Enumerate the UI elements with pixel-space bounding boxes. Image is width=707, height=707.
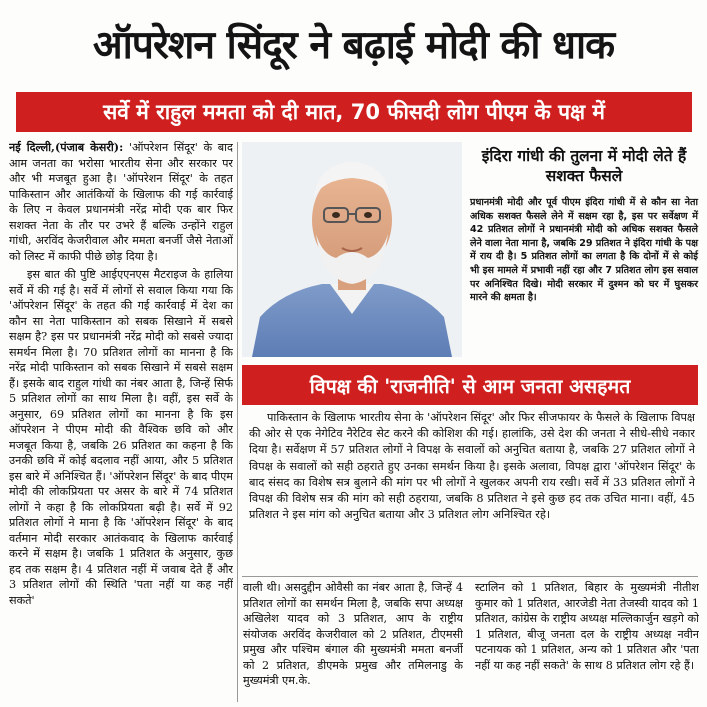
col2-para: वाली थी। असदुद्दीन ओवैसी का नंबर आता है, जिन्हें 4 प्रतिशत लोगों का समर्थन मिला है, जबकि सपा अध्यक्ष अखिलेश यादव को 3 प्रतिशत, आप के राष्ट्रीय संयोजक अरविंद केजरीवाल को 2 प्रतिशत, टीएमसी प्रमुख और पश्चिम बंगाल की मुख्यमंत्री ममता बनर्जी को 2 प्रतिशत, डीएमके प्रमुख और तमिलनाडु के मुख्यमंत्री एम.के. [243,581,463,687]
bottom-column-3 [475,580,699,705]
dateline: नई दिल्ली,(पंजाब केसरी): [9,140,124,154]
section-bar [242,365,698,405]
col3-para: स्टालिन को 1 प्रतिशत, बिहार के मुख्यमंत्री नीतीश कुमार को 1 प्रतिशत, आरजेडी नेता तेजस्वी यादव को 1 प्रतिशत, कांग्रेस के राष्ट्रीय अध्यक्ष मल्लिकार्जुन खड़गे को 1 प्रतिशत, बीजू जनता दल के राष्ट्रीय अध्यक्ष नवीन पटनायक को 1 प्रतिशत, अन्य को 1 प्रतिशत और 'पता नहीं या कह नहीं सकते' के साथ 8 प्रतिशत लोग रहे हैं। [475,581,699,672]
middle-text-block [249,410,695,573]
sidebox-indira-comparison [470,142,698,352]
left-para-1-text: 'ऑपरेशन सिंदूर' के बाद आम जनता का भरोसा भारतीय सेना और सरकार पर और भी मजबूत हुआ है। 'ऑपरेशन सिंदूर' के तहत पाकिस्तान और आतंकियों के खिलाफ की गई कार्रवाई के लिए न केवल प्रधानमंत्री नरेंद्र मोदी एक बार फिर सशक्त नेता के तौर पर उभरे हैं बल्कि उन्होंने राहुल गांधी, अरविंद केजरीवाल और ममता बनर्जी जैसे नेताओं को लिस्ट में काफी पीछे छोड़ दिया है। [9,141,233,263]
bottom-column-2 [243,580,463,705]
left-para-1 [9,140,233,264]
sidebox-heading: इंदिरा गांधी की तुलना में मोदी लेते हैं सशक्त फैसले [481,147,687,185]
subheadline-text: सर्वे में राहुल ममता को दी मात, 70 फीसदी लोग पीएम के पक्ष में [103,100,605,124]
section-bar-text: विपक्ष की 'राजनीति' से आम जनता असहमत [309,374,631,398]
left-column [9,140,233,703]
left-para-2: इस बात की पुष्टि आईएएनएस मैटराइज के हालिया सर्वे में की गई है। सर्वे में लोगों से सवाल किया गया कि 'ऑपरेशन सिंदूर' के तहत की गई कार्रवाई में देश का कौन सा नेता पाकिस्तान को सबक सिखाने में सबसे सक्षम है? इस पर प्रधानमंत्री नरेंद्र मोदी को सबसे ज्यादा समर्थन मिला है। 70 प्रतिशत लोगों का मानना है कि नरेंद्र मोदी पाकिस्तान को सबक सिखाने में सबसे सक्षम हैं। इसके बाद राहुल गांधी का नंबर आता है, जिन्हें सिर्फ 5 प्रतिशत लोगों का साथ मिला है। वहीं, इस सर्वे के अनुसार, 69 प्रतिशत लोगों का मानना है कि इस ऑपरेशन ने पीएम मोदी की वैश्विक छवि को और मजबूत किया है, जबकि 26 प्रतिशत का कहना है कि उनकी छवि में कोई बदलाव नहीं आया, और 5 प्रतिशत इस बारे में अनिश्चित हैं। 'ऑपरेशन सिंदूर' के बाद पीएम मोदी की लोकप्रियता पर असर के बारे में 74 प्रतिशत लोगों ने कहा है कि लोकप्रियता बढ़ी है। सर्वे में 92 प्रतिशत लोगों ने माना है कि 'ऑपरेशन सिंदूर' के बाद वर्तमान मोदी सरकार आतंकवाद के खिलाफ कार्रवाई करने में सक्षम है। जबकि 1 प्रतिशत के अनुसार, कुछ हद तक सक्षम है। 4 प्रतिशत नहीं में जवाब देते हैं और 3 प्रतिशत लोगों की स्थिति 'पता नहीं या कह नहीं सकते' [9,268,233,607]
subheadline-bar [16,92,692,132]
main-headline: ऑपरेशन सिंदूर ने बढ़ाई मोदी की धाक [92,22,615,68]
sidebox-text: प्रधानमंत्री मोदी और पूर्व पीएम इंदिरा गांधी में से कौन सा नेता अधिक सशक्त फैसले लेने में सक्षम रहा है, इस पर सर्वेक्षण में 42 प्रतिशत लोगों ने प्रधानमंत्री मोदी को अधिक सशक्त फैसले लेने वाला नेता माना है, जबकि 29 प्रतिशत ने इंदिरा गांधी के पक्ष में राय दी है। 5 प्रतिशत लोगों का लगता है कि दोनों में से कोई भी इस मामले में प्रभावी नहीं रहा और 7 प्रतिशत लोग इस सवाल पर अनिश्चित दिखे। मोदी सरकार में दुश्मन को घर में घुसकर मारने की क्षमता है। [470,197,698,304]
bottom-divider [242,576,698,577]
column-divider [237,142,238,702]
middle-para: पाकिस्तान के खिलाफ भारतीय सेना के 'ऑपरेशन सिंदूर' और फिर सीजफायर के फैसले के खिलाफ विपक्ष की ओर से एक नेगेटिव नैरेटिव सेट करने की कोशिश की गई। हालांकि, उसे देश की जनता ने सीधे-सीधे नकार दिया है। सर्वेक्षण में 57 प्रतिशत लोगों ने विपक्ष के सवालों को अनुचित बताया है, जबकि 27 प्रतिशत लोगों ने विपक्ष के सवालों को सही ठहराते हुए उनका समर्थन किया है। इसके अलावा, विपक्ष द्वारा 'ऑपरेशन सिंदूर' के बाद संसद का विशेष सत्र बुलाने की मांग पर भी लोगों ने खुलकर अपनी राय रखी। सर्वे में 33 प्रतिशत लोगों ने विपक्ष की विशेष सत्र की मांग को सही ठहराया, जबकि 8 प्रतिशत ने इसे कुछ हद तक उचित माना। वहीं, 45 प्रतिशत ने इस मांग को अनुचित बताया और 3 प्रतिशत लोग अनिश्चित रहे। [249,411,695,522]
modi-photo [242,142,462,357]
portrait-illustration [242,142,462,357]
